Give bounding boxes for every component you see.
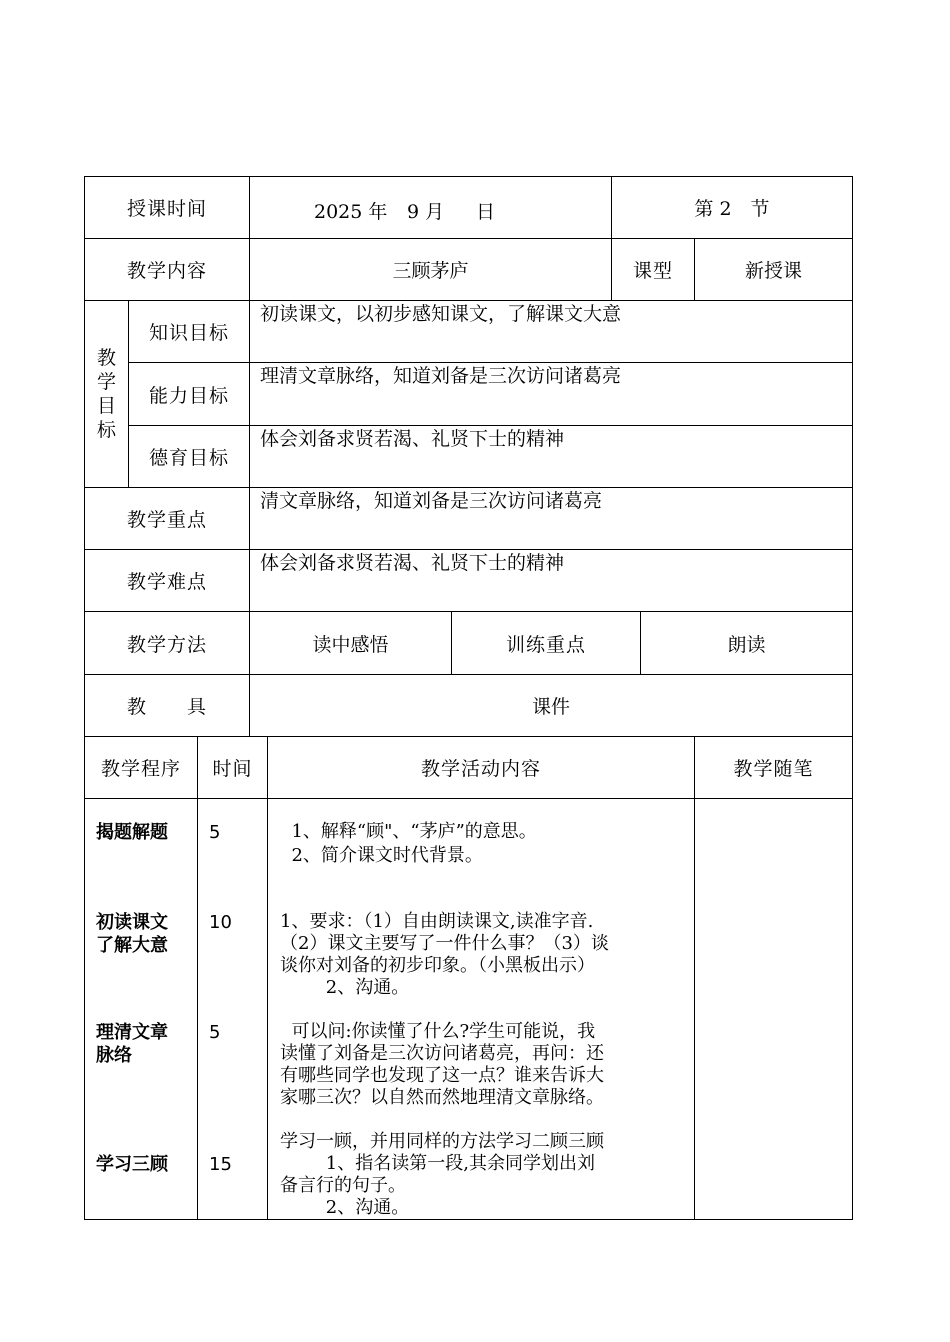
- knowledge-label: 知识目标: [148, 322, 229, 344]
- training-value-cell: [640, 611, 853, 675]
- goals-char: 教: [96, 347, 116, 369]
- method-label-cell: [84, 611, 250, 675]
- time-label-cell: [84, 176, 250, 239]
- date-day: 日: [476, 201, 496, 223]
- tools-value-cell: [249, 674, 853, 737]
- step-time: 5: [209, 822, 221, 843]
- procedure-step-header: [84, 736, 198, 799]
- training-label-cell: [451, 611, 641, 675]
- activity-line: 2、沟通。: [280, 1197, 410, 1218]
- content-label: 教学内容: [126, 260, 207, 282]
- goals-char: 目: [96, 395, 116, 417]
- activity-line: 有哪些同学也发现了这一点？谁来告诉大: [280, 1065, 604, 1086]
- activity-line: 2、沟通。: [280, 977, 410, 998]
- step-title: 初读课文 了解大意: [96, 912, 168, 956]
- ability-value-cell: [249, 362, 853, 426]
- ability-value: 理清文章脉络，知道刘备是三次访问诸葛亮: [260, 365, 622, 387]
- time-header: 时间: [212, 758, 253, 780]
- content-value-cell: [249, 238, 612, 301]
- key-point-label: 教学重点: [126, 509, 207, 531]
- key-point-value-cell: [249, 487, 853, 550]
- difficulty-label-cell: [84, 549, 250, 612]
- activity-line: 学习一顾，并用同样的方法学习二顾三顾: [280, 1131, 604, 1152]
- ability-label-cell: [128, 362, 250, 426]
- procedure-time-header: [197, 736, 268, 799]
- type-value: 新授课: [744, 260, 802, 282]
- difficulty-value: 体会刘备求贤若渴、礼贤下士的精神: [260, 552, 565, 574]
- type-label: 课型: [632, 260, 673, 282]
- procedure-activity-header: [267, 736, 695, 799]
- step-time: 10: [209, 912, 232, 933]
- ability-label: 能力目标: [148, 384, 229, 407]
- lesson-number: 第 2 节: [694, 198, 770, 220]
- key-point-value: 清文章脉络，知道刘备是三次访问诸葛亮: [260, 490, 603, 512]
- key-point-label-cell: [84, 487, 250, 550]
- training-label: 训练重点: [505, 633, 586, 656]
- step-title: 揭题解题: [96, 822, 168, 843]
- method-label: 教学方法: [126, 633, 207, 656]
- activity-line: 1、指名读第一段,其余同学划出刘: [280, 1153, 595, 1174]
- activity-header: 教学活动内容: [420, 758, 541, 780]
- activity-line: 2、简介课文时代背景。: [280, 845, 483, 866]
- moral-value-cell: [249, 425, 853, 488]
- activity-line: 1、要求：（1）自由朗读课文,读准字音.: [280, 911, 594, 932]
- step-time: 5: [209, 1022, 221, 1043]
- tools-label-cell: [84, 674, 250, 737]
- step-title: 学习三顾: [96, 1154, 168, 1175]
- type-label-cell: [611, 238, 695, 301]
- goals-group-label: [84, 300, 129, 488]
- procedure-step-column: [84, 798, 198, 1220]
- method-value: 读中感悟: [312, 633, 389, 656]
- step-title: 理清文章 脉络: [96, 1022, 168, 1066]
- difficulty-label: 教学难点: [126, 571, 207, 593]
- activity-line: 谈你对刘备的初步印象。（小黑板出示）: [280, 955, 595, 976]
- training-value: 朗读: [727, 633, 766, 656]
- time-label: 授课时间: [126, 198, 207, 220]
- step-header: 教学程序: [100, 758, 181, 780]
- procedure-activity-column: [267, 798, 695, 1220]
- goals-char: 标: [96, 419, 116, 441]
- procedure-notes-header: [694, 736, 853, 799]
- activity-line: （2）课文主要写了一件什么事？（3）谈: [280, 933, 609, 954]
- activity-line: 备言行的句子。: [280, 1175, 406, 1196]
- activity-line: 读懂了刘备是三次访问诸葛亮，再问：还: [280, 1043, 604, 1064]
- activity-line: 可以问:你读懂了什么?学生可能说，我: [280, 1021, 596, 1042]
- moral-label: 德育目标: [148, 447, 229, 469]
- procedure-notes-column: [694, 798, 853, 1220]
- date-cell: [249, 176, 612, 239]
- knowledge-label-cell: [128, 300, 250, 363]
- notes-header: 教学随笔: [733, 758, 814, 780]
- date-year: 2025 年: [314, 201, 388, 223]
- knowledge-value-cell: [249, 300, 853, 363]
- difficulty-value-cell: [249, 549, 853, 612]
- activity-line: 家哪三次？以自然而然地理清文章脉络。: [280, 1087, 604, 1108]
- tools-value: 课件: [531, 696, 570, 718]
- goals-char: 学: [96, 371, 116, 393]
- content-label-cell: [84, 238, 250, 301]
- moral-label-cell: [128, 425, 250, 488]
- activity-line: 1、解释“顾"、“茅庐”的意思。: [280, 821, 537, 842]
- lesson-title: 三顾茅庐: [392, 260, 469, 282]
- lesson-number-cell: [611, 176, 853, 239]
- procedure-time-column: [197, 798, 268, 1220]
- tools-label: 教 具: [126, 696, 207, 718]
- step-time: 15: [209, 1154, 232, 1175]
- type-value-cell: [694, 238, 853, 301]
- moral-value: 体会刘备求贤若渴、礼贤下士的精神: [260, 428, 565, 450]
- date-month: 9 月: [407, 201, 445, 223]
- knowledge-value: 初读课文，以初步感知课文，了解课文大意: [260, 303, 622, 325]
- method-value-cell: [249, 611, 452, 675]
